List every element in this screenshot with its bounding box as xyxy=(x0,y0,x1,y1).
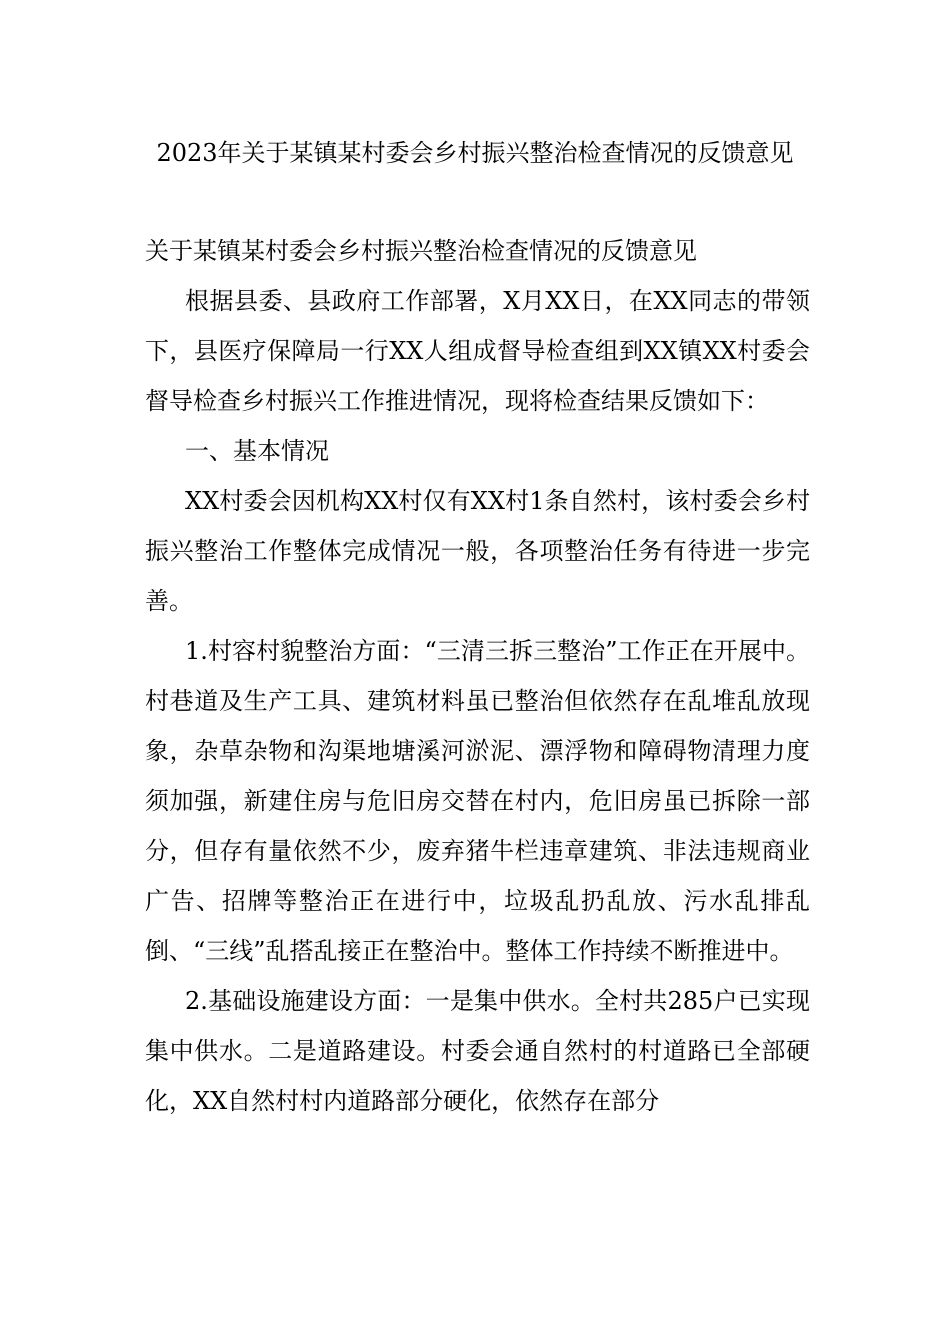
village-appearance-paragraph: 1.村容村貌整治方面：“三清三拆三整治”工作正在开展中。村巷道及生产工具、建筑材料虽已整治但依然存在乱堆乱放现象，杂草杂物和沟渠地塘溪河淤泥、漂浮物和障碍物清理力度须加强，新建住房与危旧房交替在村内，危旧房虽已拆除一部分，但存有量依然不少，废弃猪牛栏违章建筑、非法违规商业广告、招牌等整治正在进行中，垃圾乱扔乱放、污水乱排乱倒、“三线”乱搭乱接正在整治中。整体工作持续不断推进中。 xyxy=(145,637,810,965)
intro-paragraph: 根据县委、县政府工作部署，X月XX日，在XX同志的带领下，县医疗保障局一行XX人组成督导检查组到XX镇XX村委会督导检查乡村振兴工作推进情况，现将检查结果反馈如下： xyxy=(145,287,810,415)
document-body xyxy=(145,226,810,1126)
section-heading-basic: 一、基本情况 xyxy=(185,437,329,465)
document-title: 2023年关于某镇某村委会乡村振兴整治检查情况的反馈意见 xyxy=(156,139,794,167)
basic-situation-paragraph: XX村委会因机构XX村仅有XX村1条自然村，该村委会乡村振兴整治工作整体完成情况一般，各项整治任务有待进一步完善。 xyxy=(145,487,810,615)
infrastructure-paragraph: 2.基础设施建设方面：一是集中供水。全村共285户已实现集中供水。二是道路建设。村委会通自然村的村道路已全部硬化，XX自然村村内道路部分硬化，依然存在部分 xyxy=(145,987,810,1115)
subtitle-paragraph: 关于某镇某村委会乡村振兴整治检查情况的反馈意见 xyxy=(145,237,697,265)
